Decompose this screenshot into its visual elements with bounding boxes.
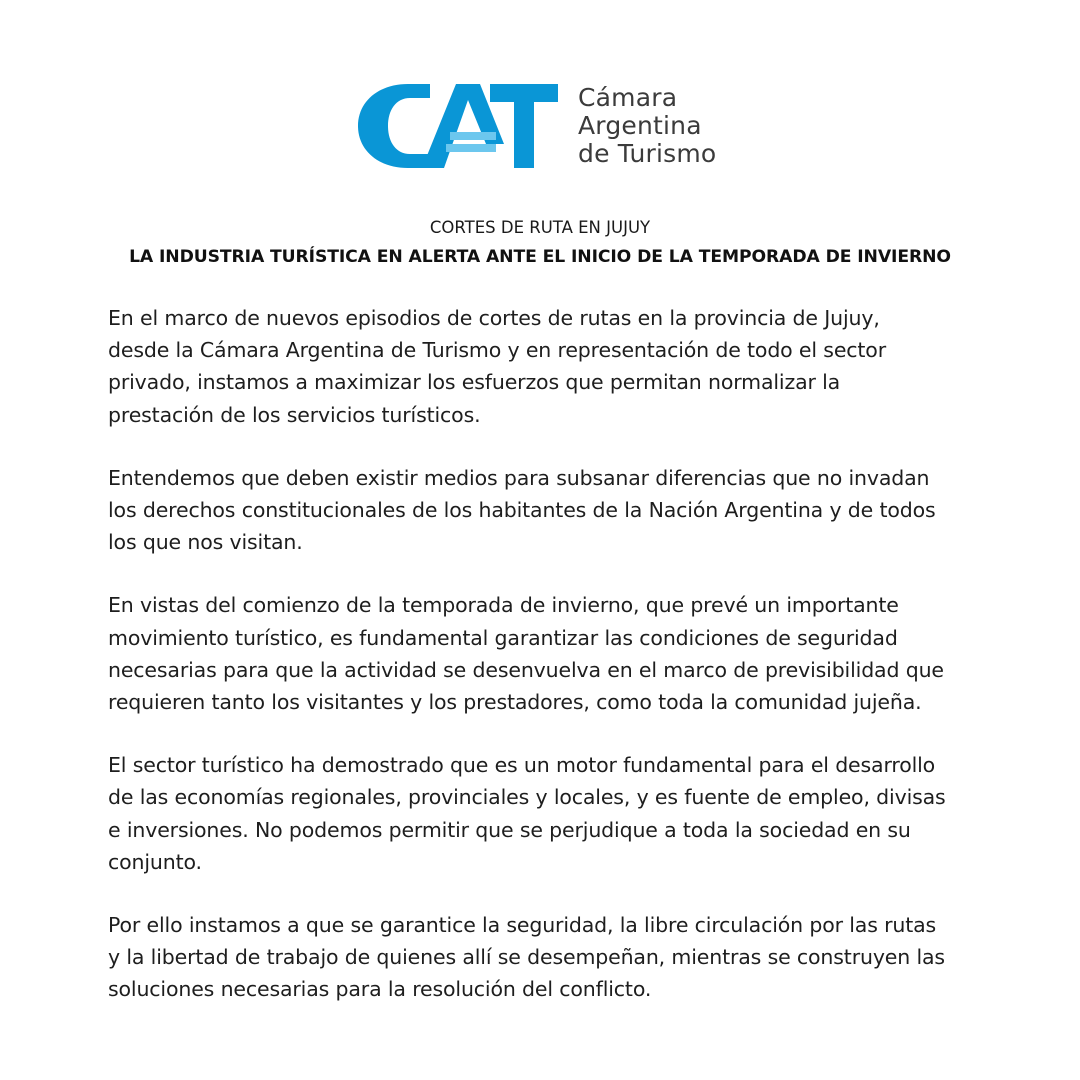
paragraph-3	[108, 589, 1008, 718]
paragraph-line: desde la Cámara Argentina de Turismo y en representación de todo el sector	[108, 338, 886, 363]
cat-logo	[358, 84, 728, 170]
kicker-title: CORTES DE RUTA EN JUJUY	[429, 218, 651, 237]
paragraph-line: prestación de los servicios turísticos.	[108, 402, 481, 427]
paragraph-line: los derechos constitucionales de los habitantes de la Nación Argentina y de todos	[108, 498, 936, 523]
paragraph-line: necesarias para que la actividad se desenvuelva en el marco de previsibilidad que	[108, 657, 944, 682]
paragraph-line: movimiento turístico, es fundamental garantizar las condiciones de seguridad	[108, 625, 898, 650]
paragraph-line: requieren tanto los visitantes y los prestadores, como toda la comunidad jujeña.	[108, 690, 922, 715]
logo-letter-t	[490, 84, 558, 168]
logo-stripe-top	[450, 132, 496, 140]
logo-line-2: Argentina	[578, 111, 702, 140]
paragraph-line: En vistas del comienzo de la temporada de invierno, que prevé un importante	[108, 593, 899, 618]
paragraph-line: El sector turístico ha demostrado que es un motor fundamental para el desarrollo	[108, 753, 936, 778]
paragraph-line: y la libertad de trabajo de quienes allí se desempeñan, mientras se construyen las	[108, 945, 945, 970]
paragraph-line: de las economías regionales, provinciales y locales, y es fuente de empleo, divisas	[108, 785, 946, 810]
paragraph-2	[108, 462, 1008, 559]
paragraph-line: conjunto.	[108, 849, 202, 874]
body-text	[108, 302, 1008, 1037]
paragraph-line: Entendemos que deben existir medios para subsanar diferencias que no invadan	[108, 465, 930, 490]
paragraph-line: los que nos visitan.	[108, 530, 303, 555]
paragraph-line: En el marco de nuevos episodios de cortes de rutas en la provincia de Jujuy,	[108, 306, 880, 330]
logo-line-1: Cámara	[578, 83, 678, 112]
paragraph-1	[108, 302, 1008, 431]
cat-logo-mark	[358, 84, 558, 168]
logo-stripe-bottom	[446, 144, 496, 152]
paragraph-line: Por ello instamos a que se garantice la seguridad, la libre circulación por las rutas	[108, 913, 937, 938]
logo-line-3: de Turismo	[578, 139, 717, 168]
headline: LA INDUSTRIA TURÍSTICA EN ALERTA ANTE EL INICIO DE LA TEMPORADA DE INVIERNO	[129, 247, 951, 267]
paragraph-line: privado, instamos a maximizar los esfuerzos que permitan normalizar la	[108, 370, 841, 395]
paragraph-4	[108, 749, 1008, 878]
logo-letter-c	[358, 84, 430, 168]
paragraph-line: e inversiones. No podemos permitir que se perjudique a toda la sociedad en su	[108, 817, 911, 842]
paragraph-5	[108, 909, 1008, 1006]
logo-wordmark	[578, 84, 738, 168]
paragraph-line: soluciones necesarias para la resolución del conflicto.	[108, 977, 652, 1002]
